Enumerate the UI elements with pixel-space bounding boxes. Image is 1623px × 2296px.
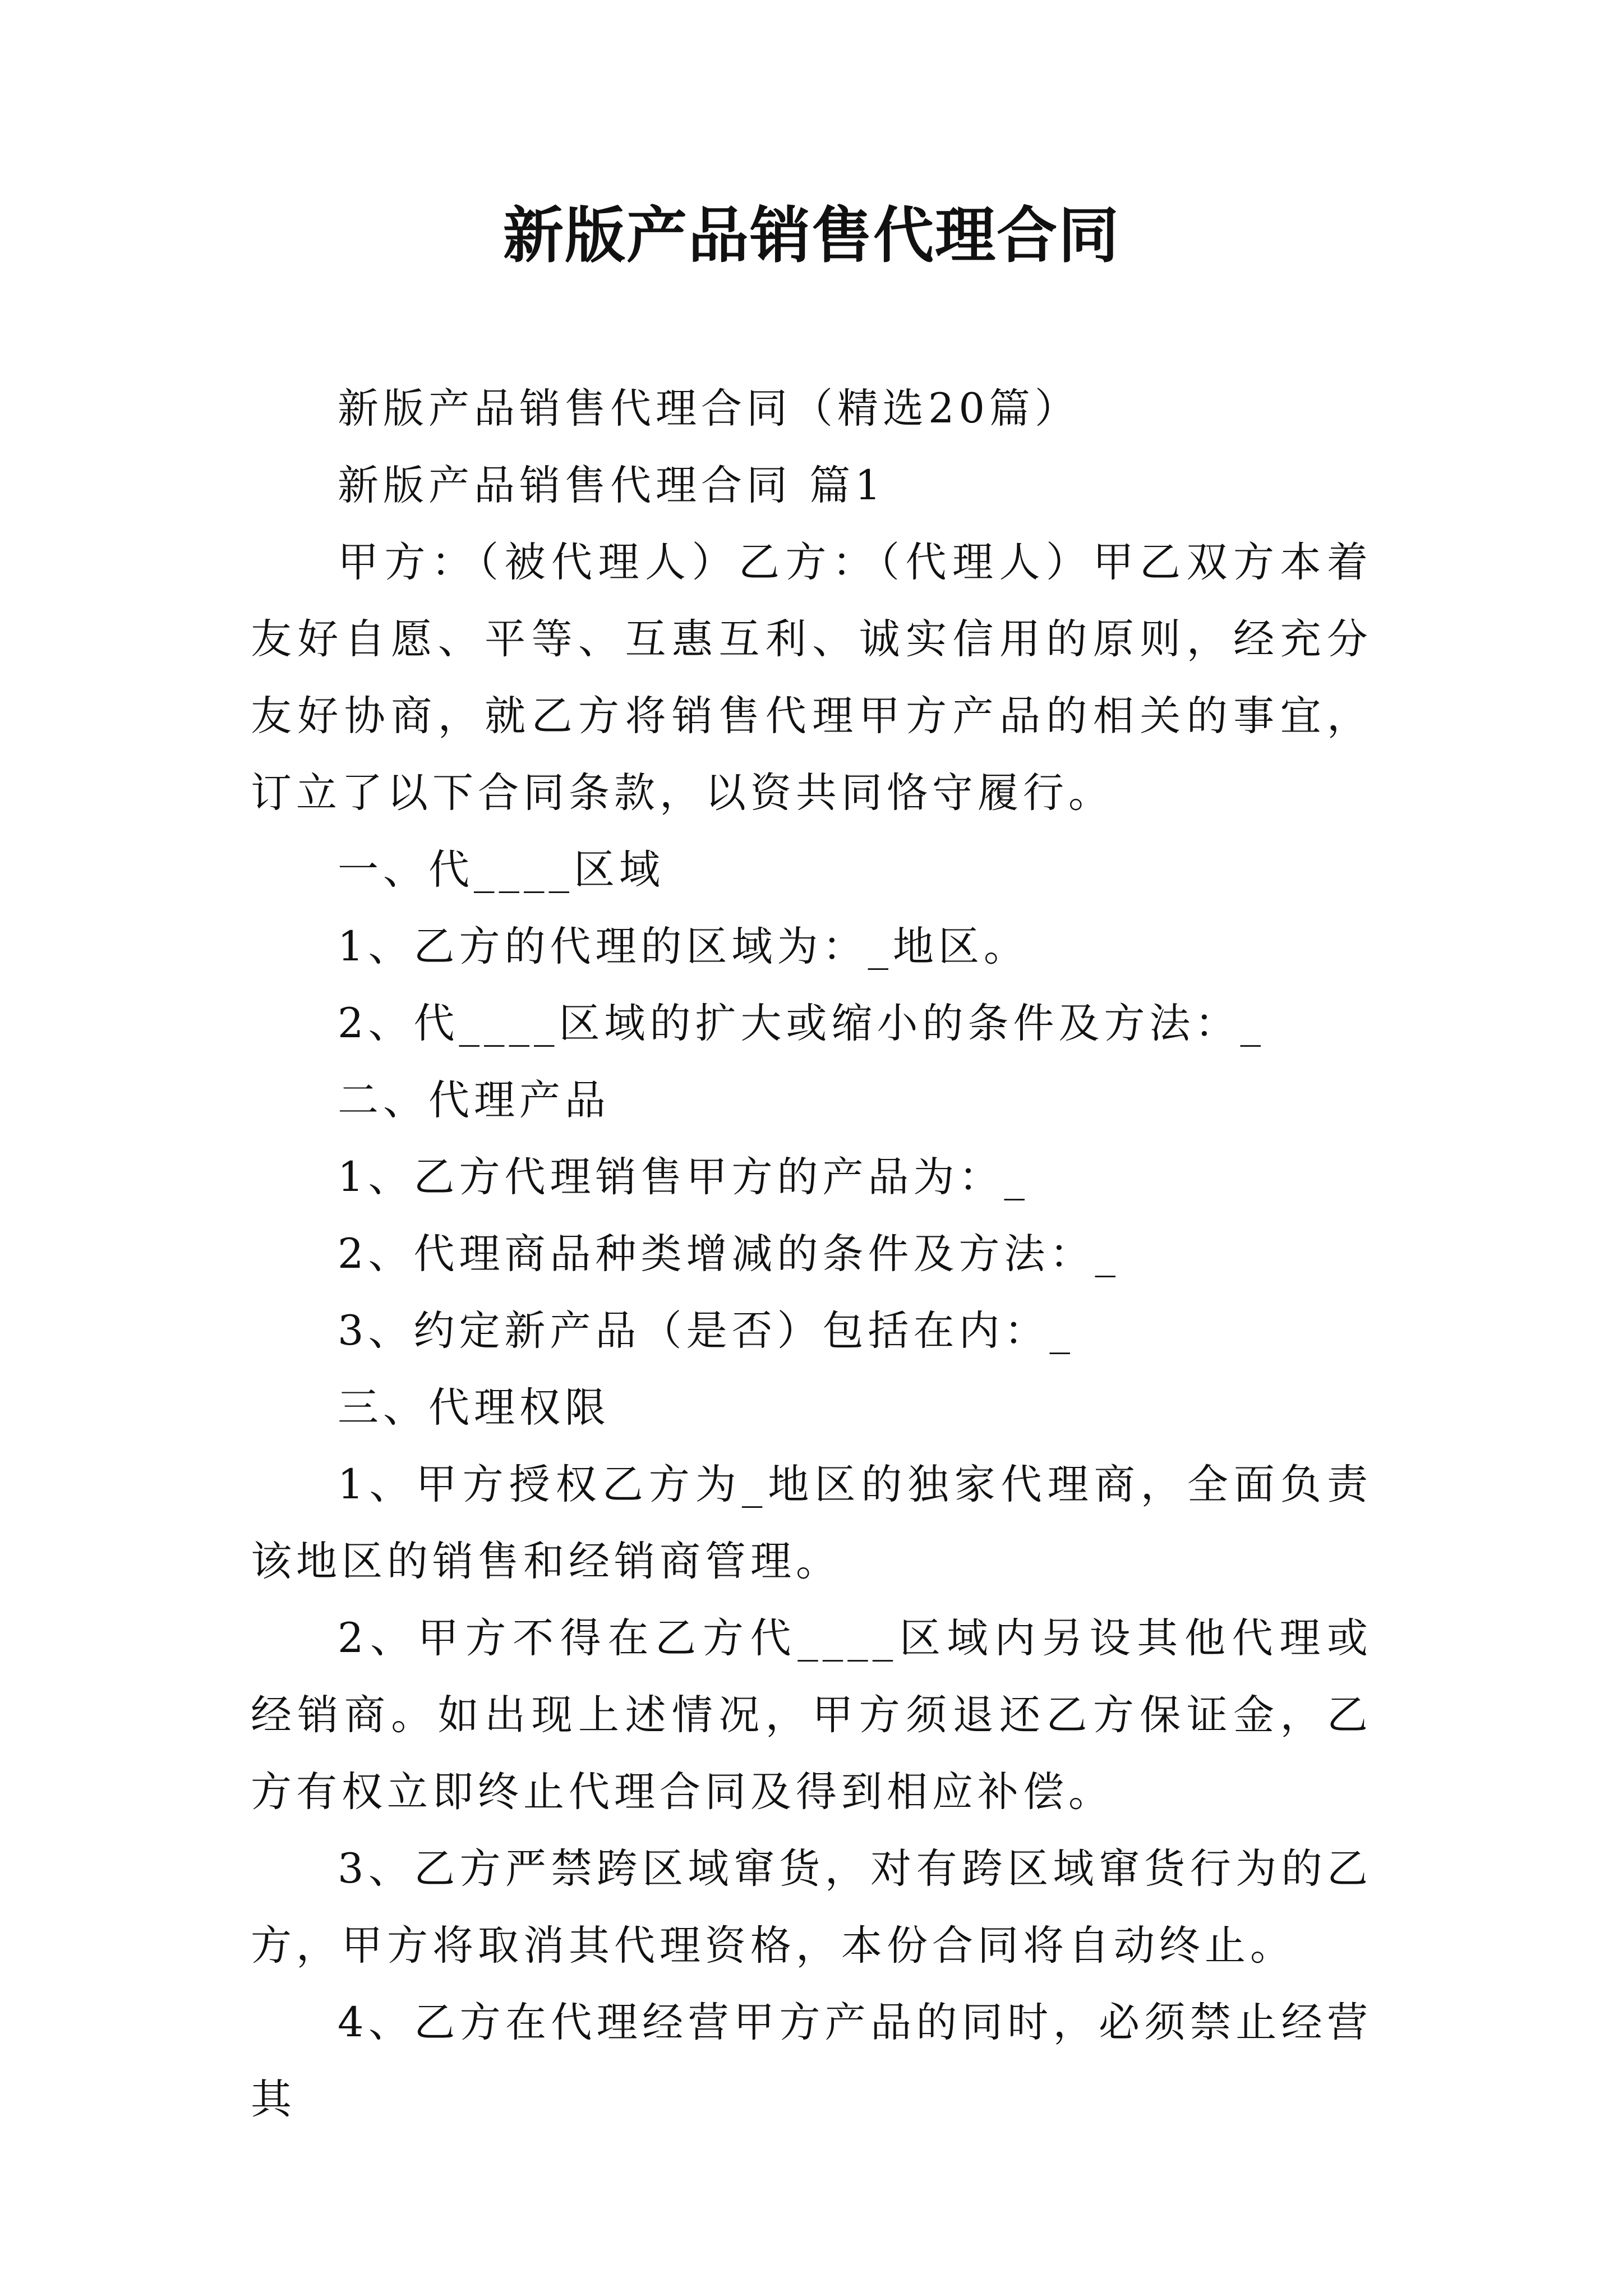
paragraph-preamble: 甲方：（被代理人）乙方：（代理人）甲乙双方本着友好自愿、平等、互惠互利、诚实信用的原则，经充分友好协商，就乙方将销售代理甲方产品的相关的事宜，订立了以下合同条款，以资共同恪守履行。 [251,539,1372,817]
clause-authority-3: 3、乙方严禁跨区域窜货，对有跨区域窜货行为的乙方，甲方将取消其代理资格，本份合同将自动终止。 [251,1845,1372,1970]
clause-authority-4: 4、乙方在代理经营甲方产品的同时，必须禁止经营其 [251,1999,1372,2123]
clause-products-3: 3、约定新产品（是否）包括在内：_ [338,1307,1075,1355]
section-heading-region: 一、代____区域 [338,846,665,894]
clause-region-2: 2、代____区域的扩大或缩小的条件及方法：_ [338,1000,1265,1047]
section-heading-authority: 三、代理权限 [338,1384,610,1432]
document-title: 新版产品销售代理合同 [502,200,1120,271]
paragraph-collection-heading: 新版产品销售代理合同（精选20篇） [338,385,1080,432]
clause-region-1: 1、乙方的代理的区域为：_地区。 [338,923,1029,970]
clause-authority-2: 2、甲方不得在乙方代____区域内另设其他代理或经销商。如出现上述情况，甲方须退还乙方保证金，乙方有权立即终止代理合同及得到相应补偿。 [251,1614,1372,1816]
clause-authority-1: 1、甲方授权乙方为_地区的独家代理商，全面负责该地区的销售和经销商管理。 [251,1461,1372,1585]
clause-products-1: 1、乙方代理销售甲方的产品为：_ [338,1153,1029,1201]
clause-products-2: 2、代理商品种类增减的条件及方法：_ [338,1230,1120,1278]
paragraph-article-heading: 新版产品销售代理合同 篇1 [338,462,886,509]
section-heading-products: 二、代理产品 [338,1076,610,1124]
document-body [251,370,1372,2138]
